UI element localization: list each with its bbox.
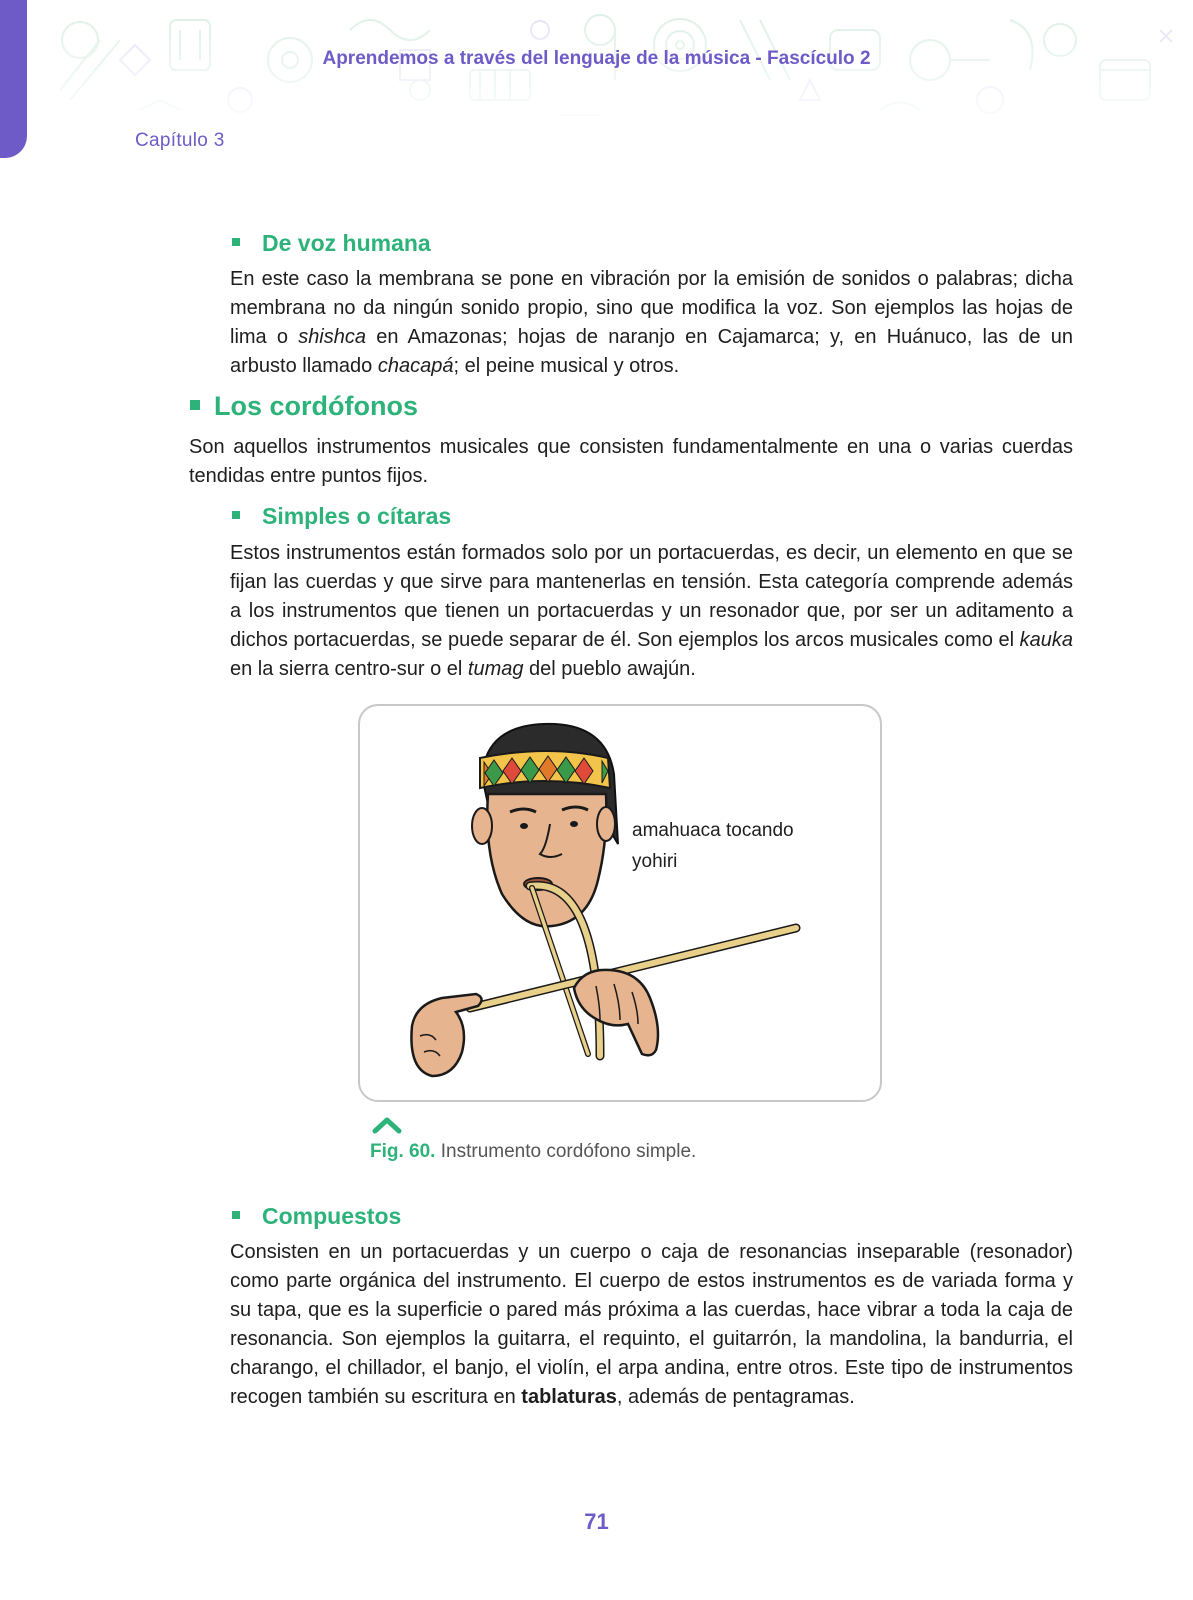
figure-caption: Fig. 60. Instrumento cordófono simple. [370, 1141, 697, 1162]
bullet-square-icon [232, 1211, 240, 1219]
heading-cordofonos: Los cordófonos [190, 391, 418, 422]
bullet-square-icon [232, 238, 240, 246]
header-decoration [0, 0, 1193, 140]
chapter-label: Capítulo 3 [135, 130, 225, 151]
figure-label: amahuaca tocando yohiri [632, 820, 794, 872]
paragraph-voz-humana: En este caso la membrana se pone en vibración por la emisión de sonidos o palabras; dicha membrana no da ningún sonido propio, sino que modifica la voz. Son ejemplos las hojas de lima o shishca en Amazonas; hojas de naranjo en Cajamarca; y, en Huánuco, las de un arbusto llamado chacapá; el peine musical y otros. [230, 268, 1074, 377]
paragraph-compuestos: Consisten en un portacuerdas y un cuerpo o caja de resonancias inseparable (resonador) como parte orgánica del instrumento. El cuerpo de estos instrumentos es de variada forma y su tapa, que es la superficie o pared más próxima a las cuerdas, hace vibrar a toda la caja de resonancia. Son ejemplos la guitarra, el requinto, el guitarrón, la mandolina, la bandurria, el charango, el chillador, el banjo, el violín, el arpa andina, entre otros. Este tipo de instrumentos recogen también su escritura en tablaturas, además de pentagramas. [230, 1241, 1073, 1408]
paragraph-cordofonos: Son aquellos instrumentos musicales que consisten fundamentalmente en una o varias cuerdas tendidas entre puntos fijos. [189, 436, 1073, 487]
heading-simples: Simples o cítaras [232, 503, 451, 530]
paragraph-simples: Estos instrumentos están formados solo por un portacuerdas, es decir, un elemento en que se fijan las cuerdas y que sirve para mantenerlas en tensión. Esta categoría comprende además a los instrumentos que tienen un portacuerdas y un resonador que, por ser un aditamento a dichos portacuerdas, se puede separar de él. Son ejemplos los arcos musicales como el kauka en la sierra centro-sur o el tumag del pueblo awajún. [230, 542, 1073, 680]
page-number: 71 [584, 1509, 609, 1534]
chevron-up-icon [372, 1116, 402, 1134]
figure-frame [358, 704, 882, 1102]
musician-illustration [360, 706, 880, 1100]
bullet-square-icon [190, 400, 200, 410]
heading-voz-humana: De voz humana [232, 230, 431, 257]
document-title: Aprendemos a través del lenguaje de la música - Fascículo 2 [322, 48, 871, 69]
bullet-square-icon [232, 511, 240, 519]
chapter-side-tab [0, 0, 27, 158]
heading-compuestos: Compuestos [232, 1203, 401, 1230]
